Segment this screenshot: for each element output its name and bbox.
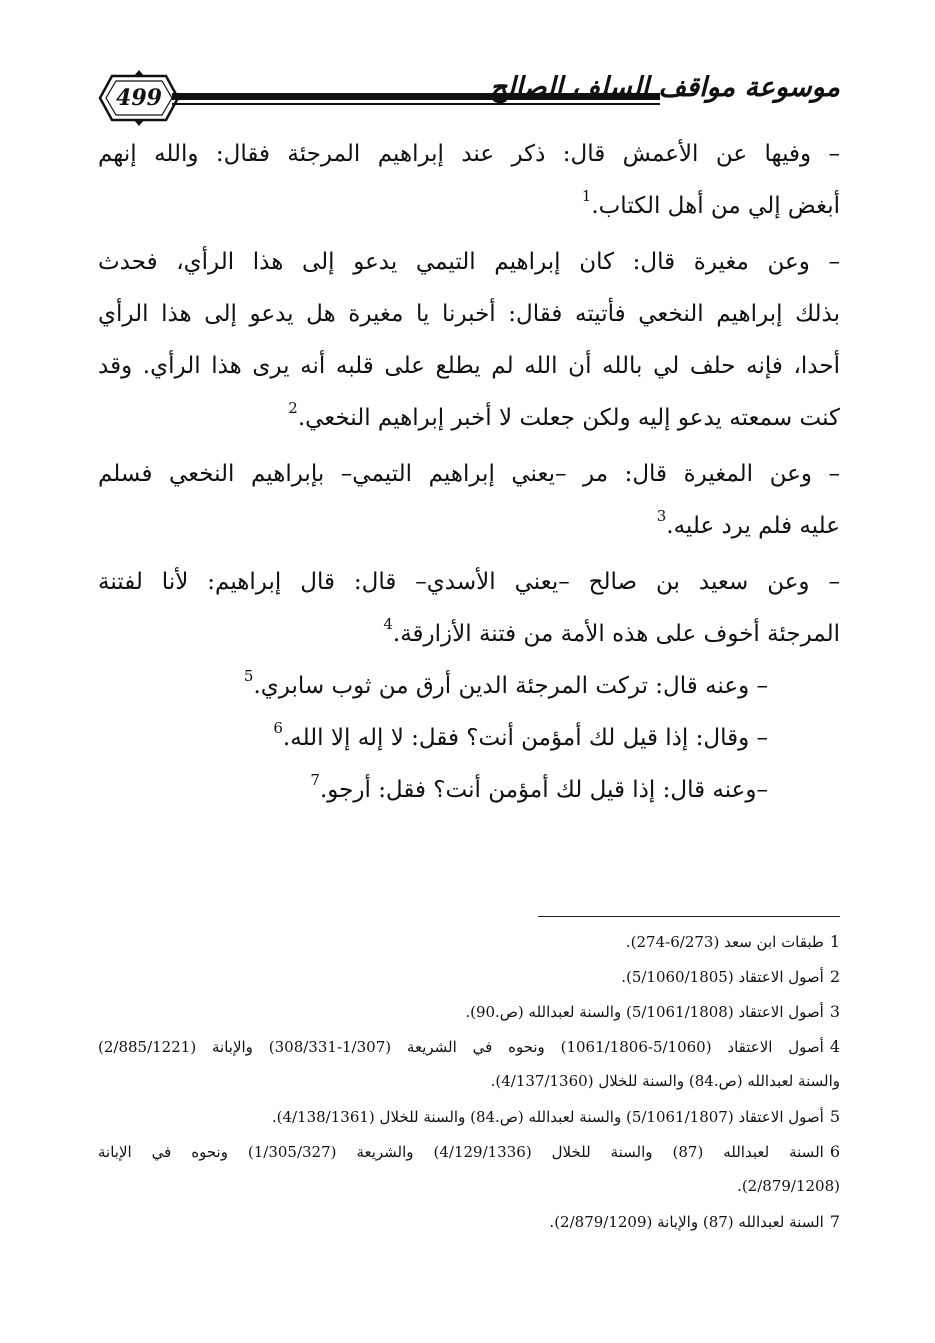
paragraph-2 (98, 236, 840, 444)
footnote-number: 1 (829, 932, 840, 951)
text-line: أبغض إلي من أهل الكتاب.$^1$ (581, 187, 840, 219)
footnote-number: 7 (829, 1212, 840, 1231)
footnote-separator (538, 916, 840, 917)
footnote-item: 5أصول الاعتقاد (5/1061/1807) والسنة لعبدالله (ص.84) والسنة للخلال (4/138/1361). (271, 1107, 840, 1126)
paragraph-7 (98, 764, 840, 816)
text-line: – وقال: إذا قيل لك أمؤمن أنت؟ فقل: لا إله إلا الله.$^6$ (273, 719, 768, 751)
paragraph-6 (98, 712, 840, 764)
footnote-item: 6السنة لعبدالله (87) والسنة للخلال (4/129/1336) والشريعة (1/305/327) ونحوه في الإبانة (98, 1142, 840, 1161)
paragraph-4 (98, 556, 840, 660)
text-line: – وعن سعيد بن صالح –يعني الأسدي– قال: قال إبراهيم: لأنا لفتنة (98, 569, 840, 595)
footnote-number: 5 (829, 1107, 840, 1126)
text-line: –وعنه قال: إذا قيل لك أمؤمن أنت؟ فقل: أرجو.$^7$ (310, 771, 768, 803)
text-line: – وفيها عن الأعمش قال: ذكر عند إبراهيم المرجئة فقال: والله إنهم (98, 141, 840, 167)
footnote-number: 4 (829, 1037, 840, 1056)
text-line: أحدا، فإنه حلف لي بالله أن الله لم يطلع على قلبه أنه يرى هذا الرأي. وقد (98, 353, 840, 379)
footnote-continuation: والسنة لعبدالله (ص.84) والسنة للخلال (4/137/1360). (490, 1072, 840, 1090)
footnote-number: 2 (829, 967, 840, 986)
footnote-item: 1طبقات ابن سعد (6/273-274). (625, 932, 840, 951)
footnote-ref[interactable]: 6 (273, 719, 283, 737)
footnote-item: 2أصول الاعتقاد (5/1060/1805). (621, 967, 840, 986)
footnote-ref[interactable]: 4 (383, 615, 393, 633)
footnote-item: 3أصول الاعتقاد (5/1061/1808) والسنة لعبدالله (ص.90). (465, 1002, 840, 1021)
footnote-ref[interactable]: 2 (288, 399, 298, 417)
text-line: المرجئة أخوف على هذه الأمة من فتنة الأزارقة.$^4$ (383, 615, 840, 647)
text-line: – وعن المغيرة قال: مر –يعني إبراهيم التيمي– بإبراهيم النخعي فسلم (98, 461, 840, 487)
footnote-ref[interactable]: 3 (656, 507, 667, 525)
footnote-ref[interactable]: 1 (581, 187, 592, 205)
paragraph-1 (98, 128, 840, 232)
footnote-item: 4أصول الاعتقاد (5/1060-1061/1806) ونحوه في الشريعة (1/307-308/331) والإبانة (2/885/1221) (98, 1037, 840, 1056)
footnotes (98, 924, 840, 1239)
page-header (98, 62, 840, 132)
book-title: موسوعة مواقف السلف الصالح (489, 72, 840, 103)
footnote-number: 3 (829, 1002, 840, 1021)
text-line: كنت سمعته يدعو إليه ولكن جعلت لا أخبر إبراهيم النخعي.$^2$ (288, 399, 840, 431)
header-rule-thin (172, 103, 660, 105)
paragraph-5 (98, 660, 840, 712)
main-text (98, 128, 840, 816)
text-line: – وعنه قال: تركت المرجئة الدين أرق من ثوب سابري.$^5$ (243, 667, 768, 699)
text-line: بذلك إبراهيم النخعي فأتيته فقال: أخبرنا يا مغيرة هل يدعو إلى هذا الرأي (98, 301, 840, 327)
page-number: 499 (116, 85, 162, 111)
footnote-item: 7السنة لعبدالله (87) والإبانة (2/879/1209). (549, 1212, 840, 1231)
footnote-continuation: (2/879/1208). (737, 1177, 840, 1195)
footnote-ref[interactable]: 5 (243, 667, 254, 685)
paragraph-3 (98, 448, 840, 552)
page-number-badge (98, 70, 180, 126)
text-line: عليه فلم يرد عليه.$^3$ (656, 507, 840, 539)
footnote-ref[interactable]: 7 (310, 771, 320, 789)
footnote-number: 6 (829, 1142, 840, 1161)
text-line: – وعن مغيرة قال: كان إبراهيم التيمي يدعو إلى هذا الرأي، فحدث (98, 249, 840, 275)
